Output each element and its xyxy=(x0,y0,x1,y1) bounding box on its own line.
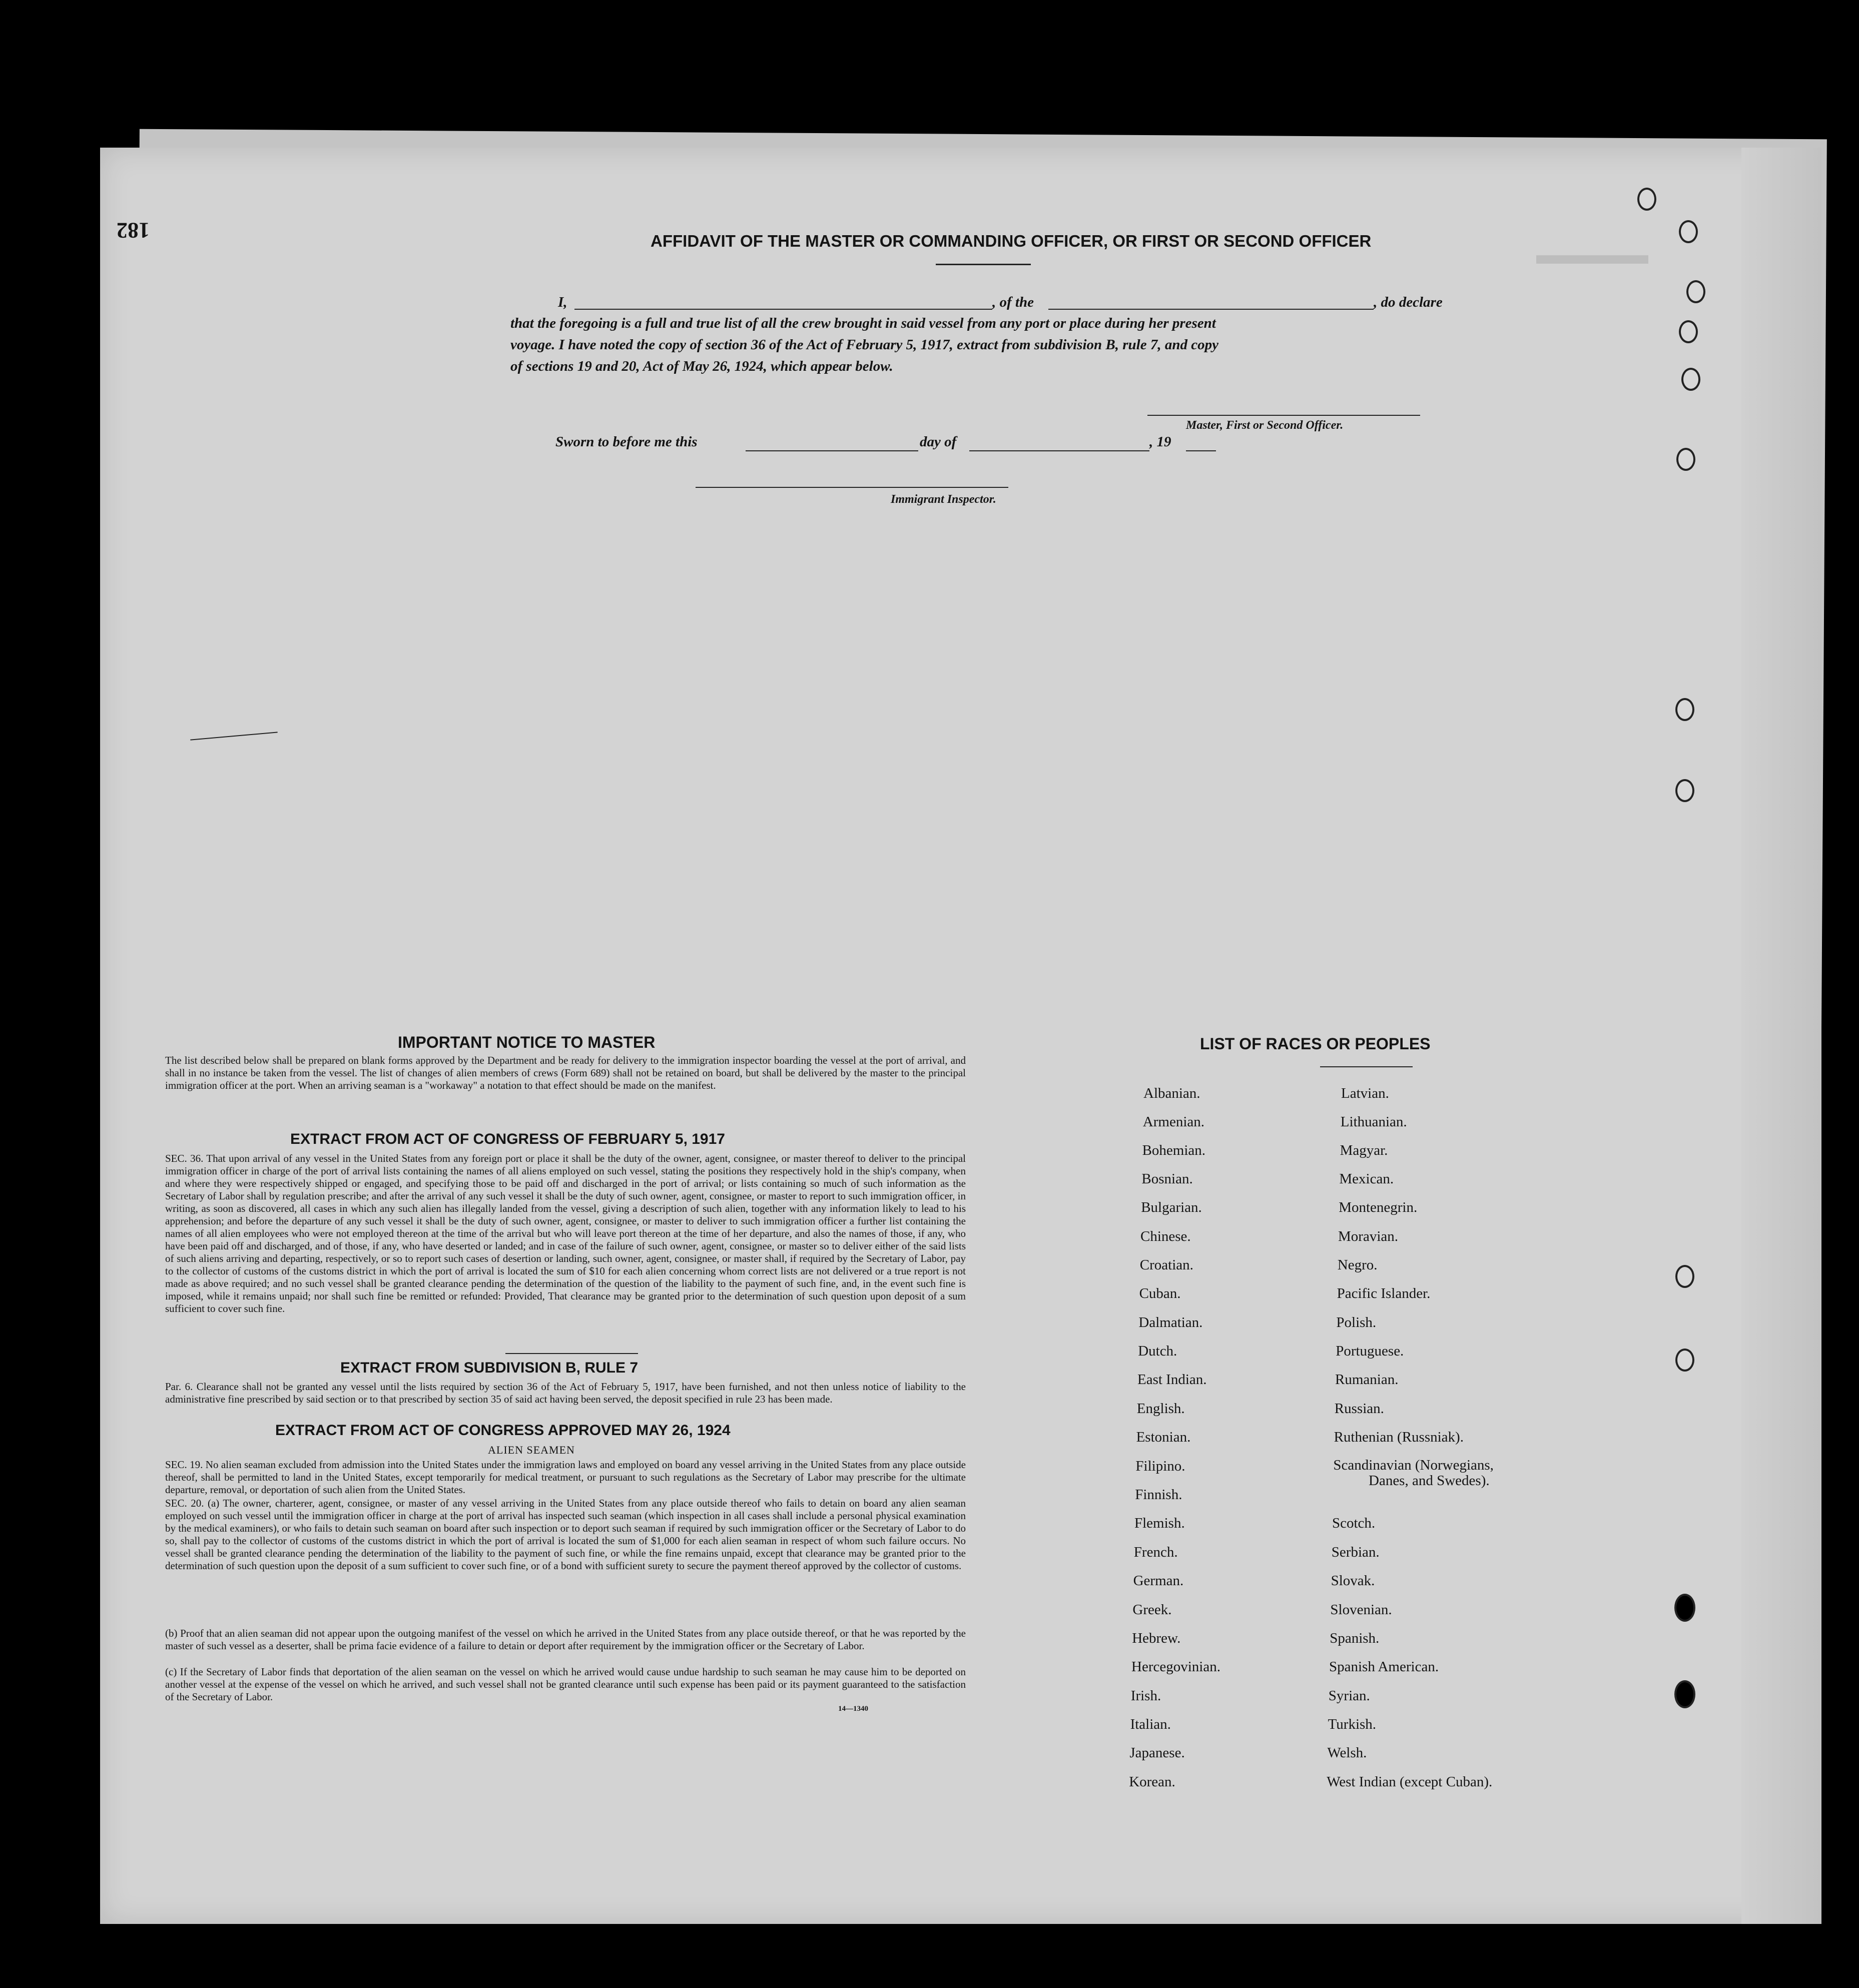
title-underline xyxy=(936,264,1031,265)
race-item: Finnish. xyxy=(1135,1487,1182,1503)
race-item: Polish. xyxy=(1336,1314,1377,1331)
race-item: Croatian. xyxy=(1139,1257,1193,1273)
binding-hole xyxy=(1637,188,1656,211)
race-item: Chinese. xyxy=(1140,1228,1191,1244)
race-item: Negro. xyxy=(1337,1257,1378,1273)
race-item: Montenegrin. xyxy=(1339,1199,1418,1215)
race-item: Japanese. xyxy=(1129,1745,1185,1761)
race-item: Cuban. xyxy=(1139,1285,1181,1301)
affidavit-body-line4: of sections 19 and 20, Act of May 26, 1924, which appear below. xyxy=(510,358,893,374)
race-item: Danes, and Swedes). xyxy=(1369,1473,1490,1489)
race-item: Ruthenian (Russniak). xyxy=(1334,1429,1464,1445)
race-item: Dutch. xyxy=(1138,1343,1177,1359)
race-item: Italian. xyxy=(1130,1716,1171,1732)
race-item: Syrian. xyxy=(1328,1688,1370,1704)
notice-body: The list described below shall be prepared on blank forms approved by the Department and be ready for delivery to the immigration inspector boarding the vessel at the port of arrival, and shall in no instance be taken from the vessel. The list of changes of alien members of crews (Form 689) shall not be retained on board, but shall be delivered by the master to the principal immigration officer at the port. When an arriving seaman is a "workaway" a notation to that effect should be made on the manifest. xyxy=(165,1054,966,1091)
extract-1917-body: SEC. 36. That upon arrival of any vessel in the United States from any foreign port or place it shall be the duty of the owner, agent, consignee, or master thereof to deliver to the principal immigration officer in charge of the port of arrival lists containing the names of all aliens employed on such vessel, stating the positions they respectively hold in the ship's company, when and where they were respectively shipped or engaged, and specifying those to be paid off and discharged in the port of arrival; or lists containing so much of such information as the Secretary of Labor shall by regulation prescribe; and after the arrival of any such vessel it shall be the duty of such owner, agent, consignee, or master to report to such immigration officer, in writing, as soon as discovered, all cases in which any such alien has illegally landed from the vessel, giving a description of such alien, together with any information likely to lead to his apprehension; and before the departure of any such vessel it shall be the duty of such owner, agent, consignee, or master to deliver to such immigration officer a further list containing the names of all alien employees who were not employed thereon at the time of the arrival but who will leave port thereon at the time of her departure, and also the names of those, if any, who have been paid off and discharged, and of those, if any, who have deserted or landed; and in case of the failure of such owner, agent, consignee, or master so to deliver either of the said lists of such aliens arriving and departing, respectively, or so to report such cases of desertion or landing, such owner, agent, consignee, or master shall, if required by the Secretary of Labor, pay to the collector of customs of the customs district in which the port of arrival is located the sum of $10 for each alien concerning whom correct lists are not delivered or a true report is not made as above required; and no such vessel shall be granted clearance pending the determination of the question of the liability to the payment of such fine, and, in the event such fine is imposed, while it remains unpaid; nor shall such fine be remitted or refunded: Provided, That clearance may be granted prior to the determination of such question upon deposit of a sum sufficient to cover such fine. xyxy=(165,1152,966,1314)
binding-hole xyxy=(1675,1349,1694,1372)
race-item: Irish. xyxy=(1130,1688,1161,1704)
race-item: Slovenian. xyxy=(1330,1602,1392,1618)
race-item: Scotch. xyxy=(1332,1515,1376,1531)
form-code: 14—1340 xyxy=(838,1705,868,1713)
race-item: Russian. xyxy=(1334,1401,1384,1417)
race-item: Portuguese. xyxy=(1336,1343,1404,1359)
extract-rule7-body: Par. 6. Clearance shall not be granted any vessel until the lists required by section 36 of the Act of February 5, 1917, have been furnished, and not then unless notice of liability to the administrative fine prescribed by said section or to that prescribed by section 35 of said act having been served, the deposit specified in rule 23 has been made. xyxy=(165,1381,966,1405)
race-item: Rumanian. xyxy=(1335,1372,1399,1388)
race-item: West Indian (except Cuban). xyxy=(1327,1774,1493,1790)
binding-hole xyxy=(1675,779,1694,802)
stray-pen-mark xyxy=(190,732,278,740)
sworn-month-blank[interactable] xyxy=(969,450,1149,451)
extract-1917-title: EXTRACT FROM ACT OF CONGRESS OF FEBRUARY 5, 1917 xyxy=(290,1131,725,1147)
punched-hole xyxy=(1674,1680,1695,1708)
race-item: Lithuanian. xyxy=(1340,1114,1407,1130)
race-item: Hebrew. xyxy=(1132,1630,1181,1646)
race-item: Estonian. xyxy=(1136,1429,1191,1445)
race-item: English. xyxy=(1136,1401,1185,1417)
race-item: Scandinavian (Norwegians, xyxy=(1333,1457,1494,1473)
race-item: Welsh. xyxy=(1327,1745,1367,1761)
affidavit-body-line3: voyage. I have noted the copy of section 36 of the Act of February 5, 1917, extract from subdivision B, rule 7, and copy xyxy=(510,337,1218,353)
extract-1924-sec20c: (c) If the Secretary of Labor finds that deportation of the alien seaman on the vessel on which he arrived would cause undue hardship to such seaman he may cause him to be deported on another vessel at the expense of the vessel on which he arrived, and such vessel shall not be granted clearance until such expense has been paid or its payment guaranteed to the satisfaction of the Secretary of Labor. xyxy=(165,1666,966,1703)
race-item: Filipino. xyxy=(1135,1458,1185,1474)
affidavit-do-declare: , do declare xyxy=(1374,294,1443,310)
race-item: Armenian. xyxy=(1142,1114,1205,1130)
stacked-sheet-edges xyxy=(1741,148,1821,1924)
section-divider xyxy=(505,1353,638,1354)
binding-hole xyxy=(1679,320,1698,343)
extract-1924-title: EXTRACT FROM ACT OF CONGRESS APPROVED MAY 26, 1924 xyxy=(275,1422,731,1439)
page-number: 182 xyxy=(117,218,150,243)
race-item: Magyar. xyxy=(1340,1142,1388,1158)
binding-hole xyxy=(1686,280,1705,303)
race-item: French. xyxy=(1133,1544,1178,1560)
race-item: Bosnian. xyxy=(1141,1171,1193,1187)
race-item: East Indian. xyxy=(1137,1372,1207,1388)
race-item: Pacific Islander. xyxy=(1337,1285,1431,1301)
binding-hole xyxy=(1679,220,1698,243)
name-blank[interactable] xyxy=(574,309,992,310)
race-item: Spanish. xyxy=(1330,1630,1380,1646)
extract-1924-sec19: SEC. 19. No alien seaman excluded from admission into the United States under the immigration laws and employed on board any vessel arriving in the United States from any place outside thereof, shall be permitted to land in the United States, except temporarily for medical treatment, or pursuant to such regulations as the Secretary of Labor may prescribe for the ultimate departure, removal, or deportation of such alien from the United States. xyxy=(165,1459,966,1496)
race-item: Greek. xyxy=(1132,1602,1172,1618)
race-item: Latvian. xyxy=(1341,1085,1389,1101)
sworn-day-of: day of xyxy=(920,434,957,450)
race-item: Hercegovinian. xyxy=(1131,1659,1220,1675)
race-item: Flemish. xyxy=(1134,1515,1185,1531)
bleed-through-mark: ▬▬▬▬ xyxy=(1536,238,1648,270)
notice-title: IMPORTANT NOTICE TO MASTER xyxy=(398,1033,656,1051)
race-item: Dalmatian. xyxy=(1138,1314,1203,1331)
master-signature-line[interactable] xyxy=(1147,415,1420,416)
race-item: German. xyxy=(1133,1573,1184,1589)
race-item: Bulgarian. xyxy=(1141,1199,1202,1215)
races-title: LIST OF RACES OR PEOPLES xyxy=(1200,1035,1431,1053)
master-signature-label: Master, First or Second Officer. xyxy=(1186,419,1344,432)
race-item: Spanish American. xyxy=(1329,1659,1439,1675)
alien-seamen-subtitle: ALIEN SEAMEN xyxy=(488,1444,575,1456)
race-item: Moravian. xyxy=(1338,1228,1398,1244)
binding-hole xyxy=(1681,368,1700,391)
inspector-signature-line[interactable] xyxy=(696,487,1008,488)
affidavit-of-the: , of the xyxy=(992,294,1034,310)
race-item: Bohemian. xyxy=(1142,1142,1206,1158)
races-title-underline xyxy=(1320,1066,1413,1067)
race-item: Albanian. xyxy=(1143,1085,1200,1101)
affidavit-title: AFFIDAVIT OF THE MASTER OR COMMANDING OFFICER, OR FIRST OR SECOND OFFICER xyxy=(651,232,1372,250)
race-item: Korean. xyxy=(1129,1774,1175,1790)
race-item: Mexican. xyxy=(1339,1171,1394,1187)
affidavit-i: I, xyxy=(558,294,567,310)
race-item: Serbian. xyxy=(1331,1544,1380,1560)
punched-hole xyxy=(1674,1594,1695,1622)
race-item: Slovak. xyxy=(1331,1573,1375,1589)
extract-rule7-title: EXTRACT FROM SUBDIVISION B, RULE 7 xyxy=(340,1360,639,1376)
sworn-day-blank[interactable] xyxy=(746,450,918,451)
sworn-year-blank[interactable] xyxy=(1186,450,1216,451)
binding-hole xyxy=(1676,448,1695,471)
binding-hole xyxy=(1675,1265,1694,1288)
document-page xyxy=(100,148,1821,1924)
extract-1924-sec20b: (b) Proof that an alien seaman did not appear upon the outgoing manifest of the vessel on which he arrived in the United States from any place outside thereof, or that he was reported by the master of such vessel as a deserter, shall be prima facie evidence of a failure to detain or deport after requirement by the immigration officer or the Secretary of Labor. xyxy=(165,1627,966,1652)
affidavit-body-line2: that the foregoing is a full and true list of all the crew brought in said vessel from any port or place during her present xyxy=(510,315,1216,331)
race-item: Turkish. xyxy=(1328,1716,1377,1732)
extract-1924-sec20a: SEC. 20. (a) The owner, charterer, agent, consignee, or master of any vessel arriving in the United States from any place outside thereof who fails to detain on board any alien seaman employed on such vessel until the immigration officer in charge at the port of arrival has inspected such seaman (which inspection in all cases shall include a personal physical examination by the medical examiners), or who fails to detain such seaman on board after such inspection or to deport such seaman if required by such immigration officer or the Secretary of Labor to do so, shall pay to the collector of customs of the customs district in which the port of arrival is located the sum of $1,000 for each alien seaman in respect of whom such failure occurs. No vessel shall be granted clearance pending the determination of the liability to the payment of such fine, or while the fine remains unpaid, except that clearance may be granted prior to the determination of such question upon the deposit of a sum sufficient to cover such fine, or of a bond with sufficient surety to secure the payment thereof approved by the collector of customs. xyxy=(165,1497,966,1572)
sworn-prefix: Sworn to before me this xyxy=(555,434,698,450)
binding-hole xyxy=(1675,698,1694,721)
vessel-blank[interactable] xyxy=(1048,309,1374,310)
inspector-label: Immigrant Inspector. xyxy=(891,493,996,506)
sworn-year: , 19 xyxy=(1149,434,1171,450)
